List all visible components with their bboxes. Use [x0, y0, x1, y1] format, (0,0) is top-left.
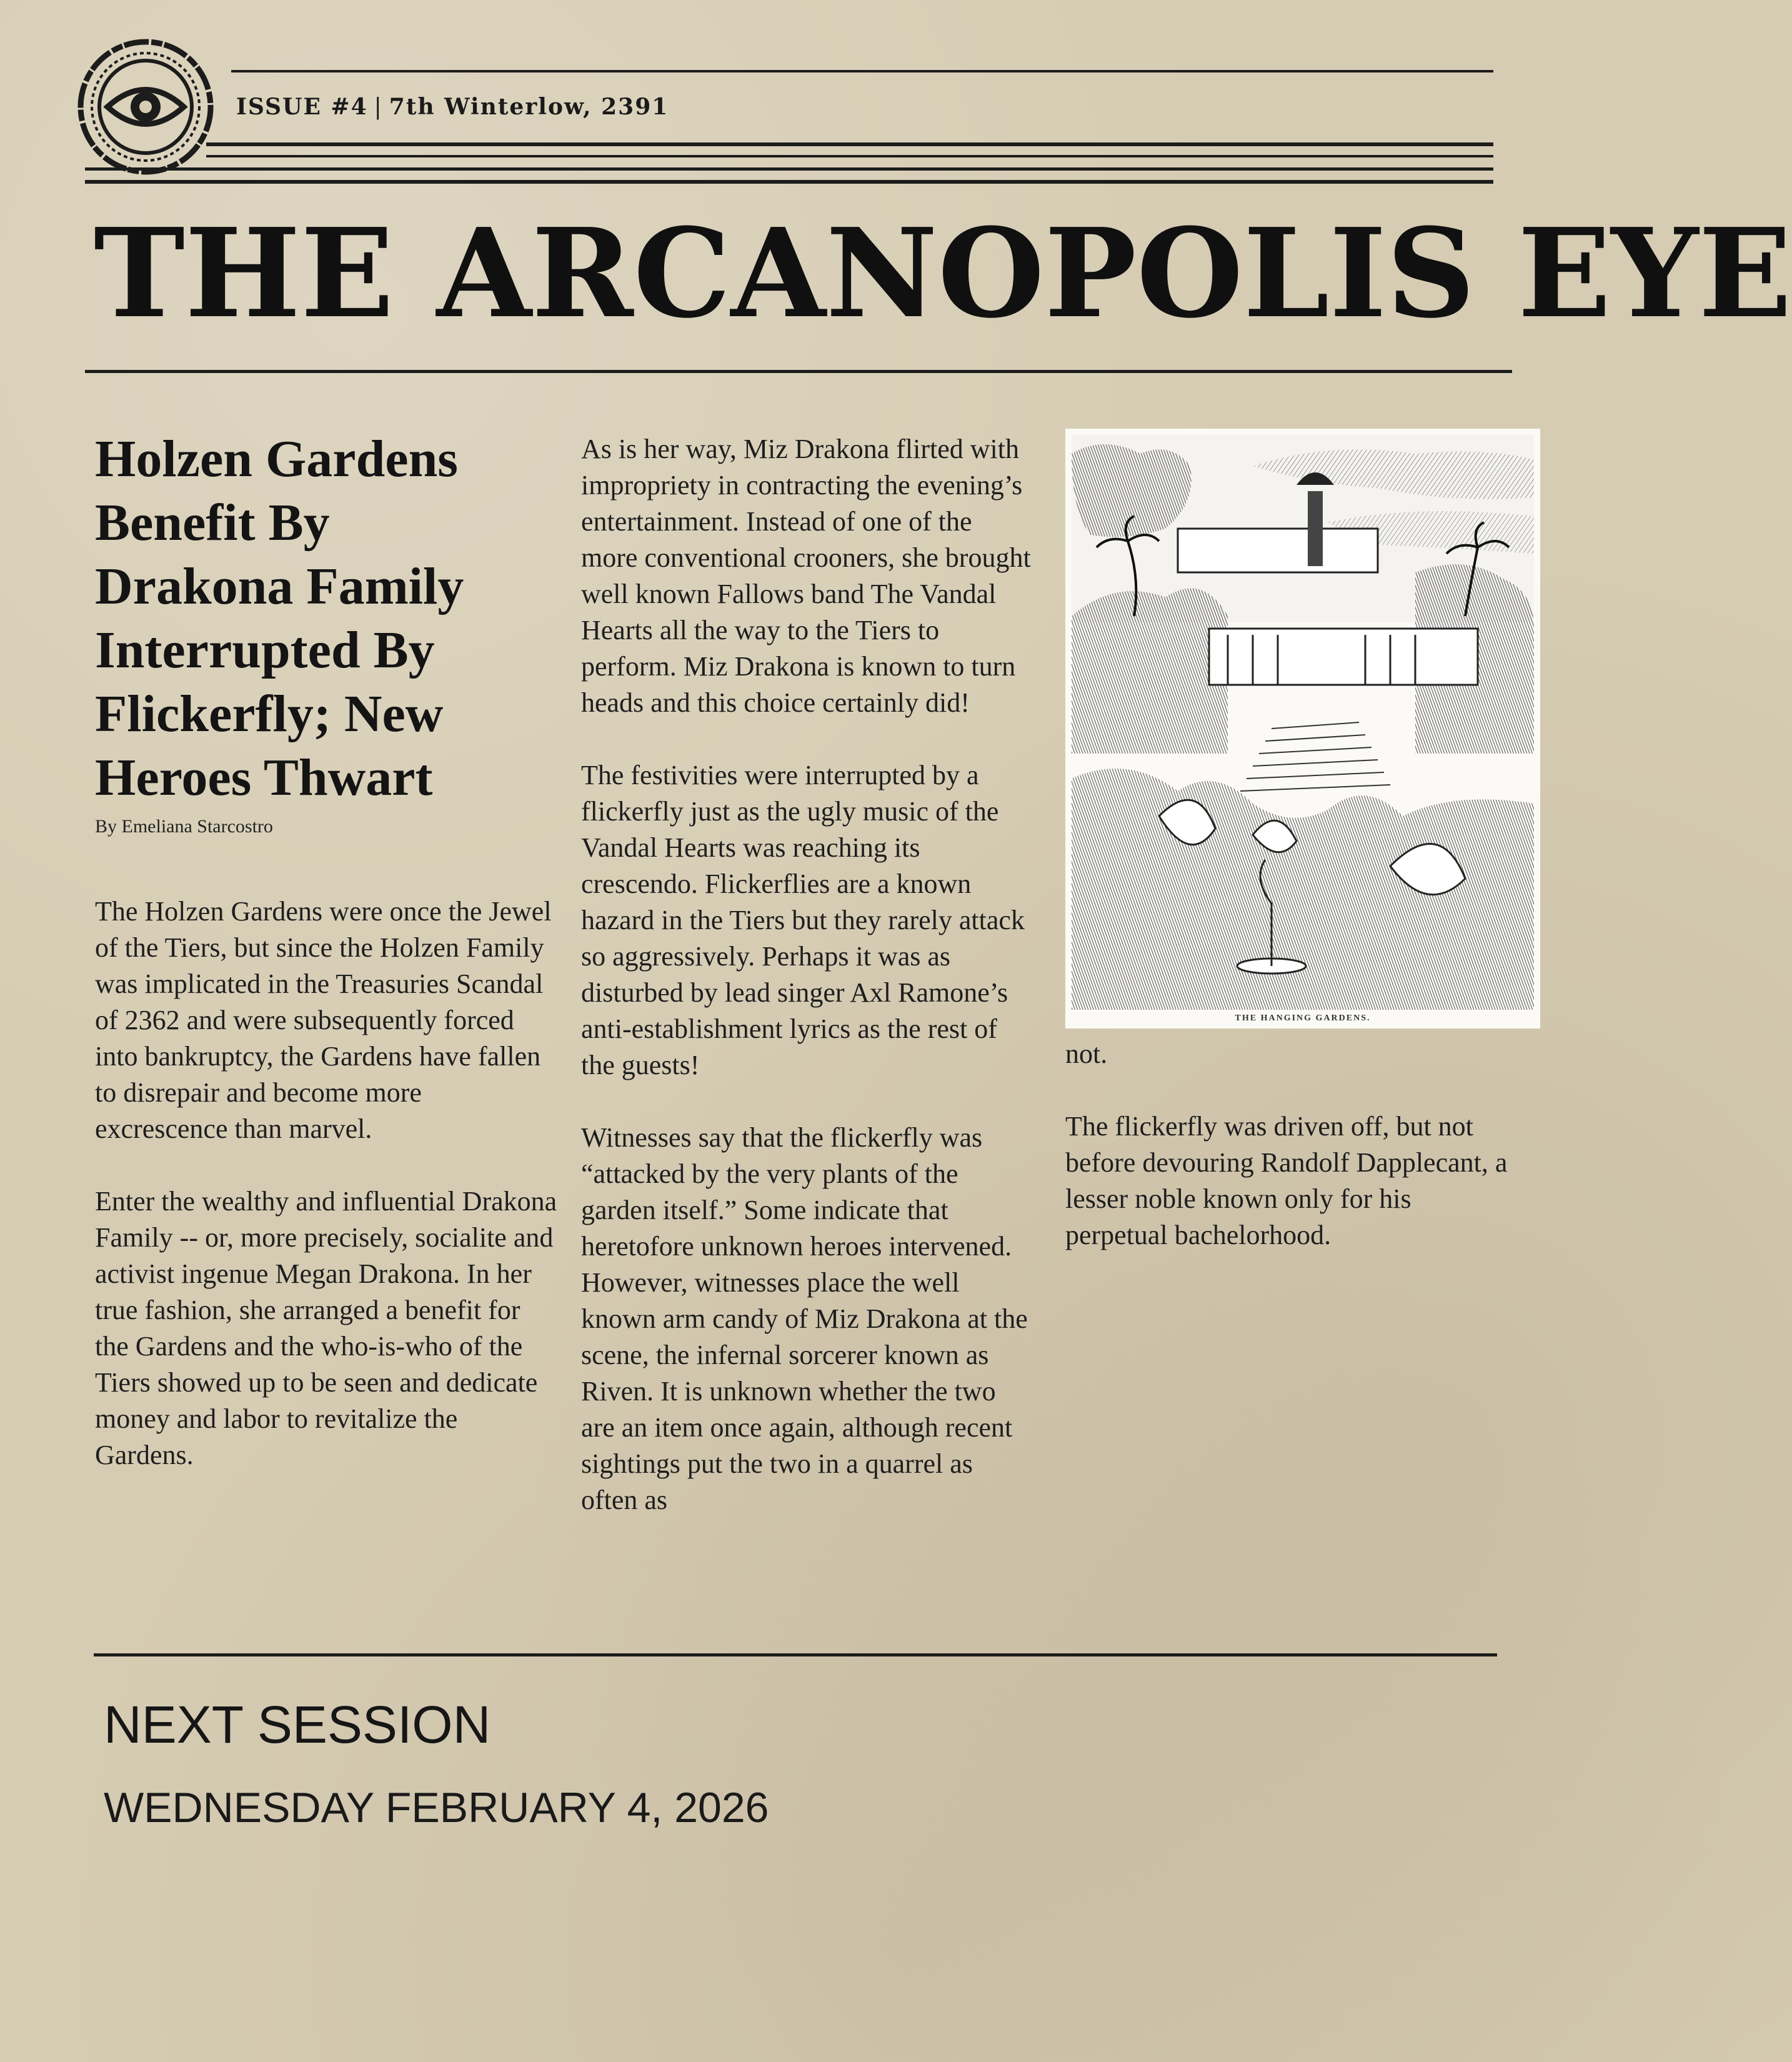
masthead-rule-1 [206, 142, 1493, 146]
garden-engraving [1065, 429, 1540, 1010]
paragraph: The festivities were interrupted by a flickerfly just as the ugly music of the Vandal Hearts was reaching its crescendo. Flickerflies are a known hazard in the Tiers but they rarely attack so aggressively. Perhaps it was as disturbed by lead singer Axl Ramone’s anti-establishment lyrics as the rest of the guests! [581, 760, 1025, 1080]
issue-number: ISSUE #4 [236, 94, 368, 120]
masthead-seal [75, 36, 216, 177]
issue-date: 7th Winterlow, 2391 [389, 94, 669, 120]
masthead-rule-4 [85, 180, 1493, 184]
paragraph: The Holzen Gardens were once the Jewel of the Tiers, but since the Holzen Family was implicated in the Treasuries Scandal of 2362 and were subsequently forced into bankruptcy, the Gardens have fallen to disrepair and become more excrescence than marvel. [95, 896, 552, 1144]
paragraph: Enter the wealthy and influential Drakona Family -- or, more precisely, socialite and activist ingenue Megan Drakona. In her true fashion, she arranged a benefit for the Gardens and the who-is-who of the Tiers showed up to be seen and dedicate money and labor to revitalize the Gardens. [95, 1186, 557, 1470]
footer-rule [94, 1653, 1497, 1656]
issue-line: ISSUE #4 | 7th Winterlow, 2391 [236, 94, 669, 120]
article-headline: Holzen Gardens Benefit By Drakona Family Interrupted By Flickerfly; New Heroes Thwart [95, 430, 464, 807]
masthead-rule-3 [85, 167, 1493, 171]
hanging-gardens-illustration [1065, 429, 1540, 1029]
article-column-1 [95, 894, 557, 1510]
paragraph: The flickerfly was driven off, but not before devouring Randolf Dapplecant, a lesser noble known only for his perpetual bachelorhood. [1065, 1111, 1508, 1250]
eye-icon [75, 36, 216, 177]
paragraph: not. [1065, 1038, 1108, 1069]
article-byline: By Emeliana Starcostro [95, 816, 273, 837]
article-column-3 [1065, 1036, 1515, 1290]
newspaper-title: THE ARCANOPOLIS EYE [94, 202, 1792, 346]
next-session-label: NEXT SESSION [104, 1695, 491, 1754]
paragraph: As is her way, Miz Drakona flirted with impropriety in contracting the evening’s entertainment. Instead of one of the more conventional crooners, she brought well known Fallows band The Vandal Hearts all the way to the Tiers to perform. Miz Drakona is known to turn heads and this choice certainly did! [581, 434, 1031, 718]
figure-caption: THE HANGING GARDENS. [1235, 1014, 1371, 1023]
masthead-rule-top [231, 70, 1493, 72]
masthead-rule-2 [206, 155, 1493, 157]
next-session-date: WEDNESDAY FEBRUARY 4, 2026 [104, 1784, 769, 1831]
paragraph: Witnesses say that the flickerfly was “attacked by the very plants of the garden itself.” Some indicate that heretofore unknown heroes intervened. However, witnesses place the well known arm candy of Miz Drakona at the scene, the infernal sorcerer known as Riven. It is unknown whether the two are an item once again, although recent sightings put the two in a quarrel as often as [581, 1122, 1028, 1515]
title-rule [85, 370, 1512, 373]
article-column-2 [581, 431, 1031, 1555]
